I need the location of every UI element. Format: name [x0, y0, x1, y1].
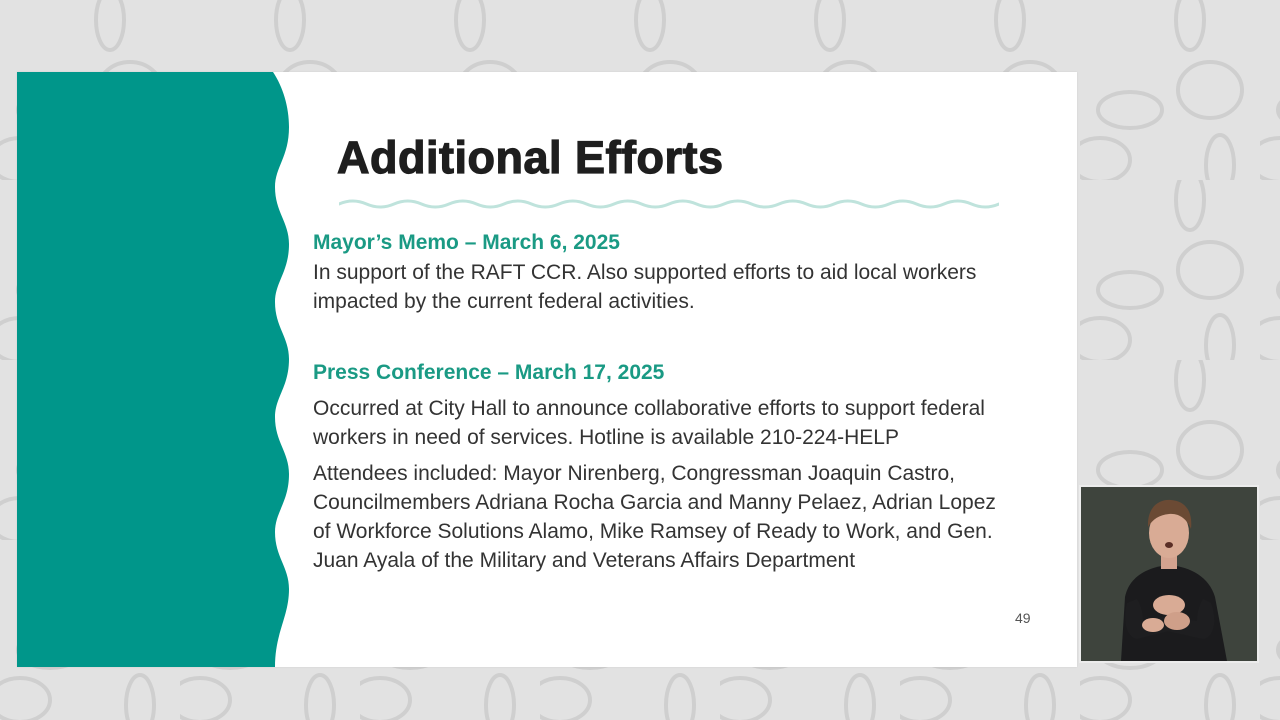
section-paragraph: Attendees included: Mayor Nirenberg, Congressman Joaquin Castro, Councilmembers Adriana Rocha Garcia and Manny Pelaez, Adrian Lopez of Workforce Solutions Alamo, Mike Ramsey of Ready to Work, and Gen. Juan Ayala of the Military and Veterans Affairs Department — [313, 462, 996, 572]
section-paragraph: Occurred at City Hall to announce collaborative efforts to support federal workers in need of services. Hotline is available 210-224-HELP — [313, 397, 985, 449]
section-heading: Press Conference – March 17, 2025 — [313, 361, 665, 384]
section-paragraph: In support of the RAFT CCR. Also supported efforts to aid local workers impacted by the current federal activities. — [313, 261, 977, 313]
section-heading: Mayor’s Memo – March 6, 2025 — [313, 231, 620, 254]
interpreter-video — [1079, 485, 1259, 663]
slide — [17, 72, 1077, 667]
slide-title: Additional Efforts — [337, 132, 724, 183]
page-number: 49 — [1015, 610, 1031, 626]
teal-wave-panel — [17, 72, 317, 667]
wavy-divider — [339, 196, 999, 212]
section-press-conference — [313, 358, 1003, 575]
interpreter-figure-icon — [1081, 487, 1257, 661]
section-mayors-memo — [313, 228, 1003, 316]
video-frame — [1081, 487, 1257, 661]
